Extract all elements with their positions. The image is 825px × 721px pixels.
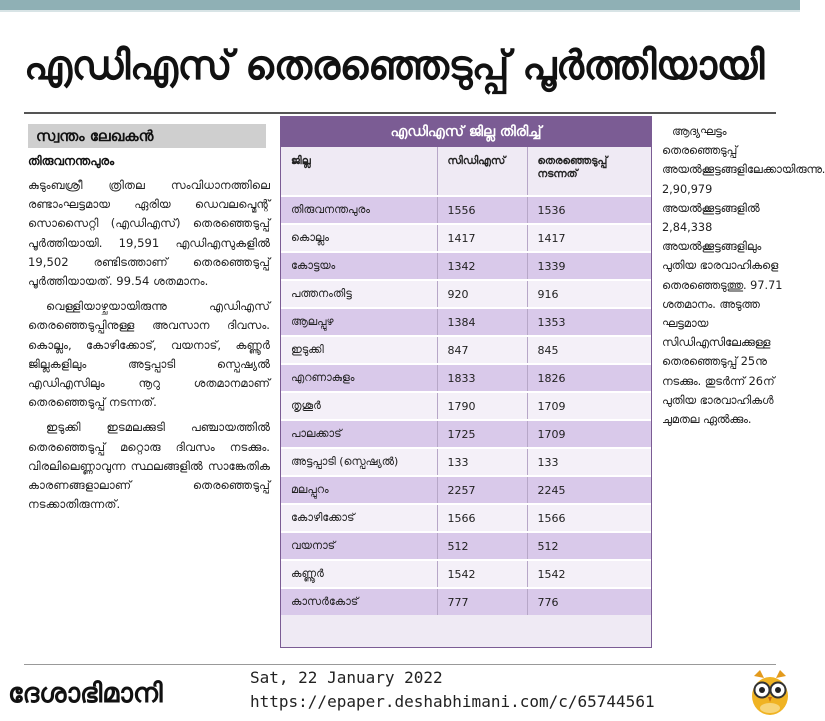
table-row — [281, 532, 651, 560]
cell-held: 1709 — [527, 392, 651, 420]
cell-cds: 920 — [437, 280, 527, 308]
cell-held: 1353 — [527, 308, 651, 336]
table-row — [281, 364, 651, 392]
dateline: തിരുവനന്തപുരം — [28, 154, 115, 168]
cell-held: 1339 — [527, 252, 651, 280]
header-district: ജില്ല — [291, 155, 311, 167]
cell-district: പാലക്കാട് — [281, 420, 437, 448]
footer-rule — [24, 664, 776, 665]
article-body — [28, 176, 270, 520]
cell-cds: 1725 — [437, 420, 527, 448]
cell-held: 845 — [527, 336, 651, 364]
cell-district: മലപ്പുറം — [281, 476, 437, 504]
district-table — [281, 147, 651, 615]
table-row — [281, 280, 651, 308]
body-paragraph: ഇടുക്കി ഇടമലക്കുടി പഞ്ചായത്തിൽ തെരഞ്ഞെടുപ്പ് മറ്റൊരു ദിവസം നടക്കും. വിരലിലെണ്ണാവുന്ന സ്ഥലങ്ങളിൽ സാങ്കേതിക കാരണങ്ങളാലാണ് തെരഞ്ഞെടുപ്പ് നടക്കാതിരുന്നത്. — [28, 420, 270, 512]
newspaper-logo: ദേശാഭിമാനി — [8, 678, 163, 709]
cell-held: 2245 — [527, 476, 651, 504]
body-paragraph: വെള്ളിയാഴ്ചയായിരുന്നു എഡിഎസ് തെരഞ്ഞെടുപ്പിനുള്ള അവസാന ദിവസം. കൊല്ലം, കോഴിക്കോട്, വയനാട്, കണ്ണൂർ ജില്ലകളിലും അട്ടപ്പാടി സ്പെഷ്യൽ എഡിഎസിലും നൂറു ശതമാനമാണ് തെരഞ്ഞെടുപ്പ് നടന്നത്. — [28, 299, 270, 410]
cell-district: വയനാട് — [281, 532, 437, 560]
cell-held: 1536 — [527, 196, 651, 224]
cell-cds: 133 — [437, 448, 527, 476]
table-row — [281, 448, 651, 476]
cell-district: ഇടുക്കി — [281, 336, 437, 364]
cell-held: 1417 — [527, 224, 651, 252]
side-paragraph: ആദ്യഘട്ടം തെരഞ്ഞെടുപ്പ് അയൽക്കൂട്ടങ്ങളിലേക്കായിരുന്നു. 2,90,979 അയൽക്കൂട്ടങ്ങളിൽ 2,84,338 അയൽക്കൂട്ടങ്ങളിലും പുതിയ ഭാരവാഹികളെ തെരഞ്ഞെടുത്തു. 97.71 ശതമാനം. അടുത്ത ഘട്ടമായ സിഡിഎസിലേക്കുള്ള തെരഞ്ഞെടുപ്പ് 25നു നടക്കും. തുടർന്ന് 26ന് പുതിയ ഭാരവാഹികൾ ചുമതല ഏൽക്കും. — [662, 125, 825, 427]
cell-cds: 1833 — [437, 364, 527, 392]
cell-cds: 1417 — [437, 224, 527, 252]
cell-district: പത്തനംതിട്ട — [281, 280, 437, 308]
edition-date: Sat, 22 January 2022 — [250, 668, 443, 687]
cell-district: കോട്ടയം — [281, 252, 437, 280]
table-header-row — [281, 147, 651, 196]
cell-held: 1542 — [527, 560, 651, 588]
cell-held: 1709 — [527, 420, 651, 448]
cell-district: കോഴിക്കോട് — [281, 504, 437, 532]
cell-district: എറണാകുളം — [281, 364, 437, 392]
header-cds: സിഡിഎസ് — [437, 147, 527, 196]
cell-district: കാസർകോട് — [281, 588, 437, 615]
cell-cds: 1384 — [437, 308, 527, 336]
cell-cds: 1342 — [437, 252, 527, 280]
cell-district: കണ്ണൂർ — [281, 560, 437, 588]
byline: സ്വന്തം ലേഖകൻ — [28, 124, 266, 148]
cell-held: 916 — [527, 280, 651, 308]
header-held: തെരഞ്ഞെടുപ്പ് നടന്നത് — [527, 147, 651, 196]
cell-cds: 1790 — [437, 392, 527, 420]
table-row — [281, 224, 651, 252]
cell-district: കൊല്ലം — [281, 224, 437, 252]
headline-rule — [24, 112, 776, 114]
cell-cds: 2257 — [437, 476, 527, 504]
table-row — [281, 476, 651, 504]
top-bar-line — [0, 10, 800, 12]
table-row — [281, 308, 651, 336]
table-title: എഡിഎസ് ജില്ല തിരിച്ച് — [281, 117, 651, 147]
body-paragraph: കുടുംബശ്രീ ത്രിതല സംവിധാനത്തിലെ രണ്ടാംഘട്ടമായ ഏരിയ ഡെവലപ്മെന്റ് സൊസൈറ്റി (എഡിഎസ്) തെരഞ്ഞെടുപ്പ് പൂർത്തിയായി. 19,591 എഡിഎസുകളിൽ 19,502 രണ്ടിടത്താണ് തെരഞ്ഞെടുപ്പ് പൂർത്തിയായത്. 99.54 ശതമാനം. — [28, 178, 270, 289]
cell-held: 1566 — [527, 504, 651, 532]
cell-cds: 1566 — [437, 504, 527, 532]
cell-held: 1826 — [527, 364, 651, 392]
owl-icon — [748, 668, 792, 716]
cell-cds: 512 — [437, 532, 527, 560]
cell-cds: 777 — [437, 588, 527, 615]
cell-held: 776 — [527, 588, 651, 615]
district-table-box — [280, 116, 652, 648]
table-row — [281, 420, 651, 448]
table-row — [281, 392, 651, 420]
cell-district: ആലപ്പുഴ — [281, 308, 437, 336]
cell-cds: 1556 — [437, 196, 527, 224]
cell-cds: 1542 — [437, 560, 527, 588]
side-column — [662, 122, 825, 429]
cell-district: തൃശൂർ — [281, 392, 437, 420]
top-bar — [0, 0, 800, 10]
cell-district: അട്ടപ്പാടി (സ്പെഷ്യൽ) — [281, 448, 437, 476]
table-row — [281, 504, 651, 532]
cell-cds: 847 — [437, 336, 527, 364]
table-row — [281, 252, 651, 280]
epaper-url[interactable]: https://epaper.deshabhimani.com/c/65744561 — [250, 692, 655, 711]
cell-held: 512 — [527, 532, 651, 560]
cell-district: തിരുവനന്തപുരം — [281, 196, 437, 224]
table-row — [281, 336, 651, 364]
headline: എഡിഎസ് തെരഞ്ഞെടുപ്പ് പൂർത്തിയായി — [24, 43, 764, 89]
table-row — [281, 196, 651, 224]
table-row — [281, 588, 651, 615]
table-row — [281, 560, 651, 588]
cell-held: 133 — [527, 448, 651, 476]
